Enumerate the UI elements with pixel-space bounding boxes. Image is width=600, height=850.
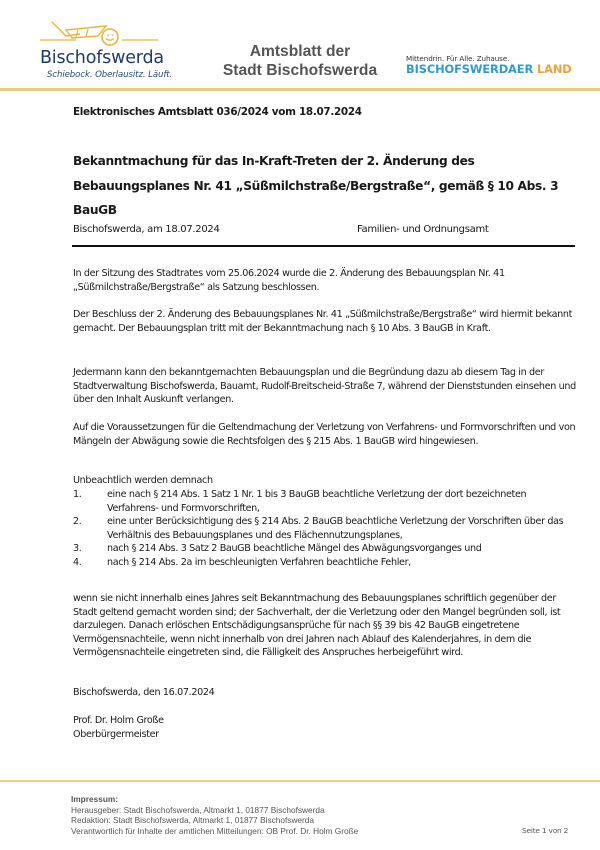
- signature-name: Prof. Dr. Holm Große: [73, 715, 164, 726]
- paragraph-3: Jedermann kann den bekanntgemachten Bebauungsplan und die Begründung dazu ab diesem Tag in der Stadtverwaltung Bischofswerda, Bauamt, Rudolf-Breitscheid-Straße 7, während der Dienststunden einsehen und über den Inhalt Auskunft verlangen.: [73, 367, 576, 405]
- wheelbarrow-smiley-icon: [38, 18, 174, 48]
- paragraph-4: Auf die Voraussetzungen für die Geltendmachung der Verletzung von Verfahrens- und Formvorschriften und von Mängeln der Abwägung sowie die Rechtsfolgen des § 215 Abs. 1 BauGB wird hingewiesen.: [73, 422, 576, 447]
- place-date: Bischofswerda, am 18.07.2024: [73, 224, 220, 235]
- list-item: [73, 515, 578, 542]
- list-item: [73, 556, 578, 570]
- list-item-text: eine unter Berücksichtigung des § 214 Abs. 2 BauGB beachtliche Verletzung der Vorschriften über das Verhältnis des Bebauungsplanes und des Flächennutzungsplanes,: [107, 516, 564, 541]
- region-logo-part1: BISCHOFSWERDAER: [406, 62, 534, 76]
- list-item-number: 2.: [73, 516, 82, 527]
- publication-title-line2: Stadt Bischofswerda: [222, 62, 378, 79]
- list-item-number: 3.: [73, 543, 82, 554]
- logo-name: Bischofswerda: [40, 48, 164, 68]
- list-item-text: eine nach § 214 Abs. 1 Satz 1 Nr. 1 bis 3 BauGB beachtliche Verletzung der dort bezeichneten Verfahrens- und Formvorschriften,: [107, 489, 527, 514]
- list-item: [73, 542, 578, 556]
- list-intro: Unbeachtlich werden demnach: [73, 475, 213, 486]
- impressum: [71, 794, 358, 836]
- signature-place-date: Bischofswerda, den 16.07.2024: [73, 687, 215, 698]
- page-header: [0, 0, 600, 88]
- department: Familien- und Ordnungsamt: [357, 224, 489, 235]
- closing-paragraph: wenn sie nicht innerhalb eines Jahres seit Bekanntmachung des Bebauungsplanes schriftlich gegenüber der Stadt geltend gemacht worden sind; der Sachverhalt, der die Verletzung oder den Mangel begründen soll, ist darzulegen. Danach erlöschen Entschädigungsansprüche für nach §§ 39 bis 42 BauGB eingetretene Vermögensnachteile, wenn nicht innerhalb von drei Jahren nach Ablauf des Kalenderjahres, in dem die Vermögensnachteile eingetreten sind, die Fälligkeit des Anspruches herbeigeführt wird.: [73, 593, 561, 658]
- header-divider: [0, 88, 600, 91]
- paragraph-1: In der Sitzung des Stadtrates vom 25.06.2024 wurde die 2. Änderung des Bebauungsplan Nr. 41 „Süßmilchstraße/Bergstraße“ als Satzung beschlossen.: [73, 268, 505, 293]
- region-logo-part2: LAND: [537, 62, 572, 76]
- exception-list: [73, 488, 578, 569]
- impressum-editorial: Redaktion: Stadt Bischofswerda, Altmarkt 1, 01877 Bischofswerda: [71, 815, 315, 826]
- publication-title-line1: Amtsblatt der: [249, 43, 351, 60]
- list-item-text: nach § 214 Abs. 2a im beschleunigten Verfahren beachtliche Fehler,: [107, 556, 411, 568]
- footer-divider: [0, 780, 600, 782]
- list-item-text: nach § 214 Abs. 3 Satz 2 BauGB beachtliche Mängel des Abwägungsvorganges und: [107, 543, 482, 554]
- region-logo: [406, 62, 572, 76]
- impressum-publisher: Herausgeber: Stadt Bischofswerda, Altmarkt 1, 01877 Bischofswerda: [71, 804, 325, 815]
- paragraph-2: Der Beschluss der 2. Änderung des Bebauungsplanes Nr. 41 „Süßmilchstraße/Bergstraße“ wird hiermit bekannt gemacht. Der Bebauungsplan tritt mit der Bekanntmachung nach § 10 Abs. 3 BauGB in Kraft.: [73, 309, 573, 334]
- impressum-heading: Impressum:: [71, 794, 119, 804]
- document-title: Bekanntmachung für das In-Kraft-Treten der 2. Änderung des Bebauungsplanes Nr. 41 „Süßmilchstraße/Bergstraße“, gemäß § 10 Abs. 3 BauGB: [73, 154, 559, 217]
- list-item-number: 4.: [73, 556, 82, 568]
- publication-title: [200, 42, 400, 80]
- impressum-responsible: Verantwortlich für Inhalte der amtlichen Mitteilungen: OB Prof. Dr. Holm Große: [71, 825, 359, 836]
- city-logo: [38, 18, 174, 82]
- title-divider: [72, 245, 575, 247]
- logo-tagline: Schiebock. Oberlausitz. Läuft.: [47, 70, 173, 80]
- signature-role: Oberbürgermeister: [73, 729, 159, 740]
- list-item-number: 1.: [73, 489, 82, 500]
- issue-line: Elektronisches Amtsblatt 036/2024 vom 18.07.2024: [73, 106, 362, 118]
- page-number: Seite 1 von 2: [522, 826, 569, 835]
- region-slogan: Mittendrin. Für Alle. Zuhause.: [406, 54, 510, 63]
- list-item: [73, 488, 578, 515]
